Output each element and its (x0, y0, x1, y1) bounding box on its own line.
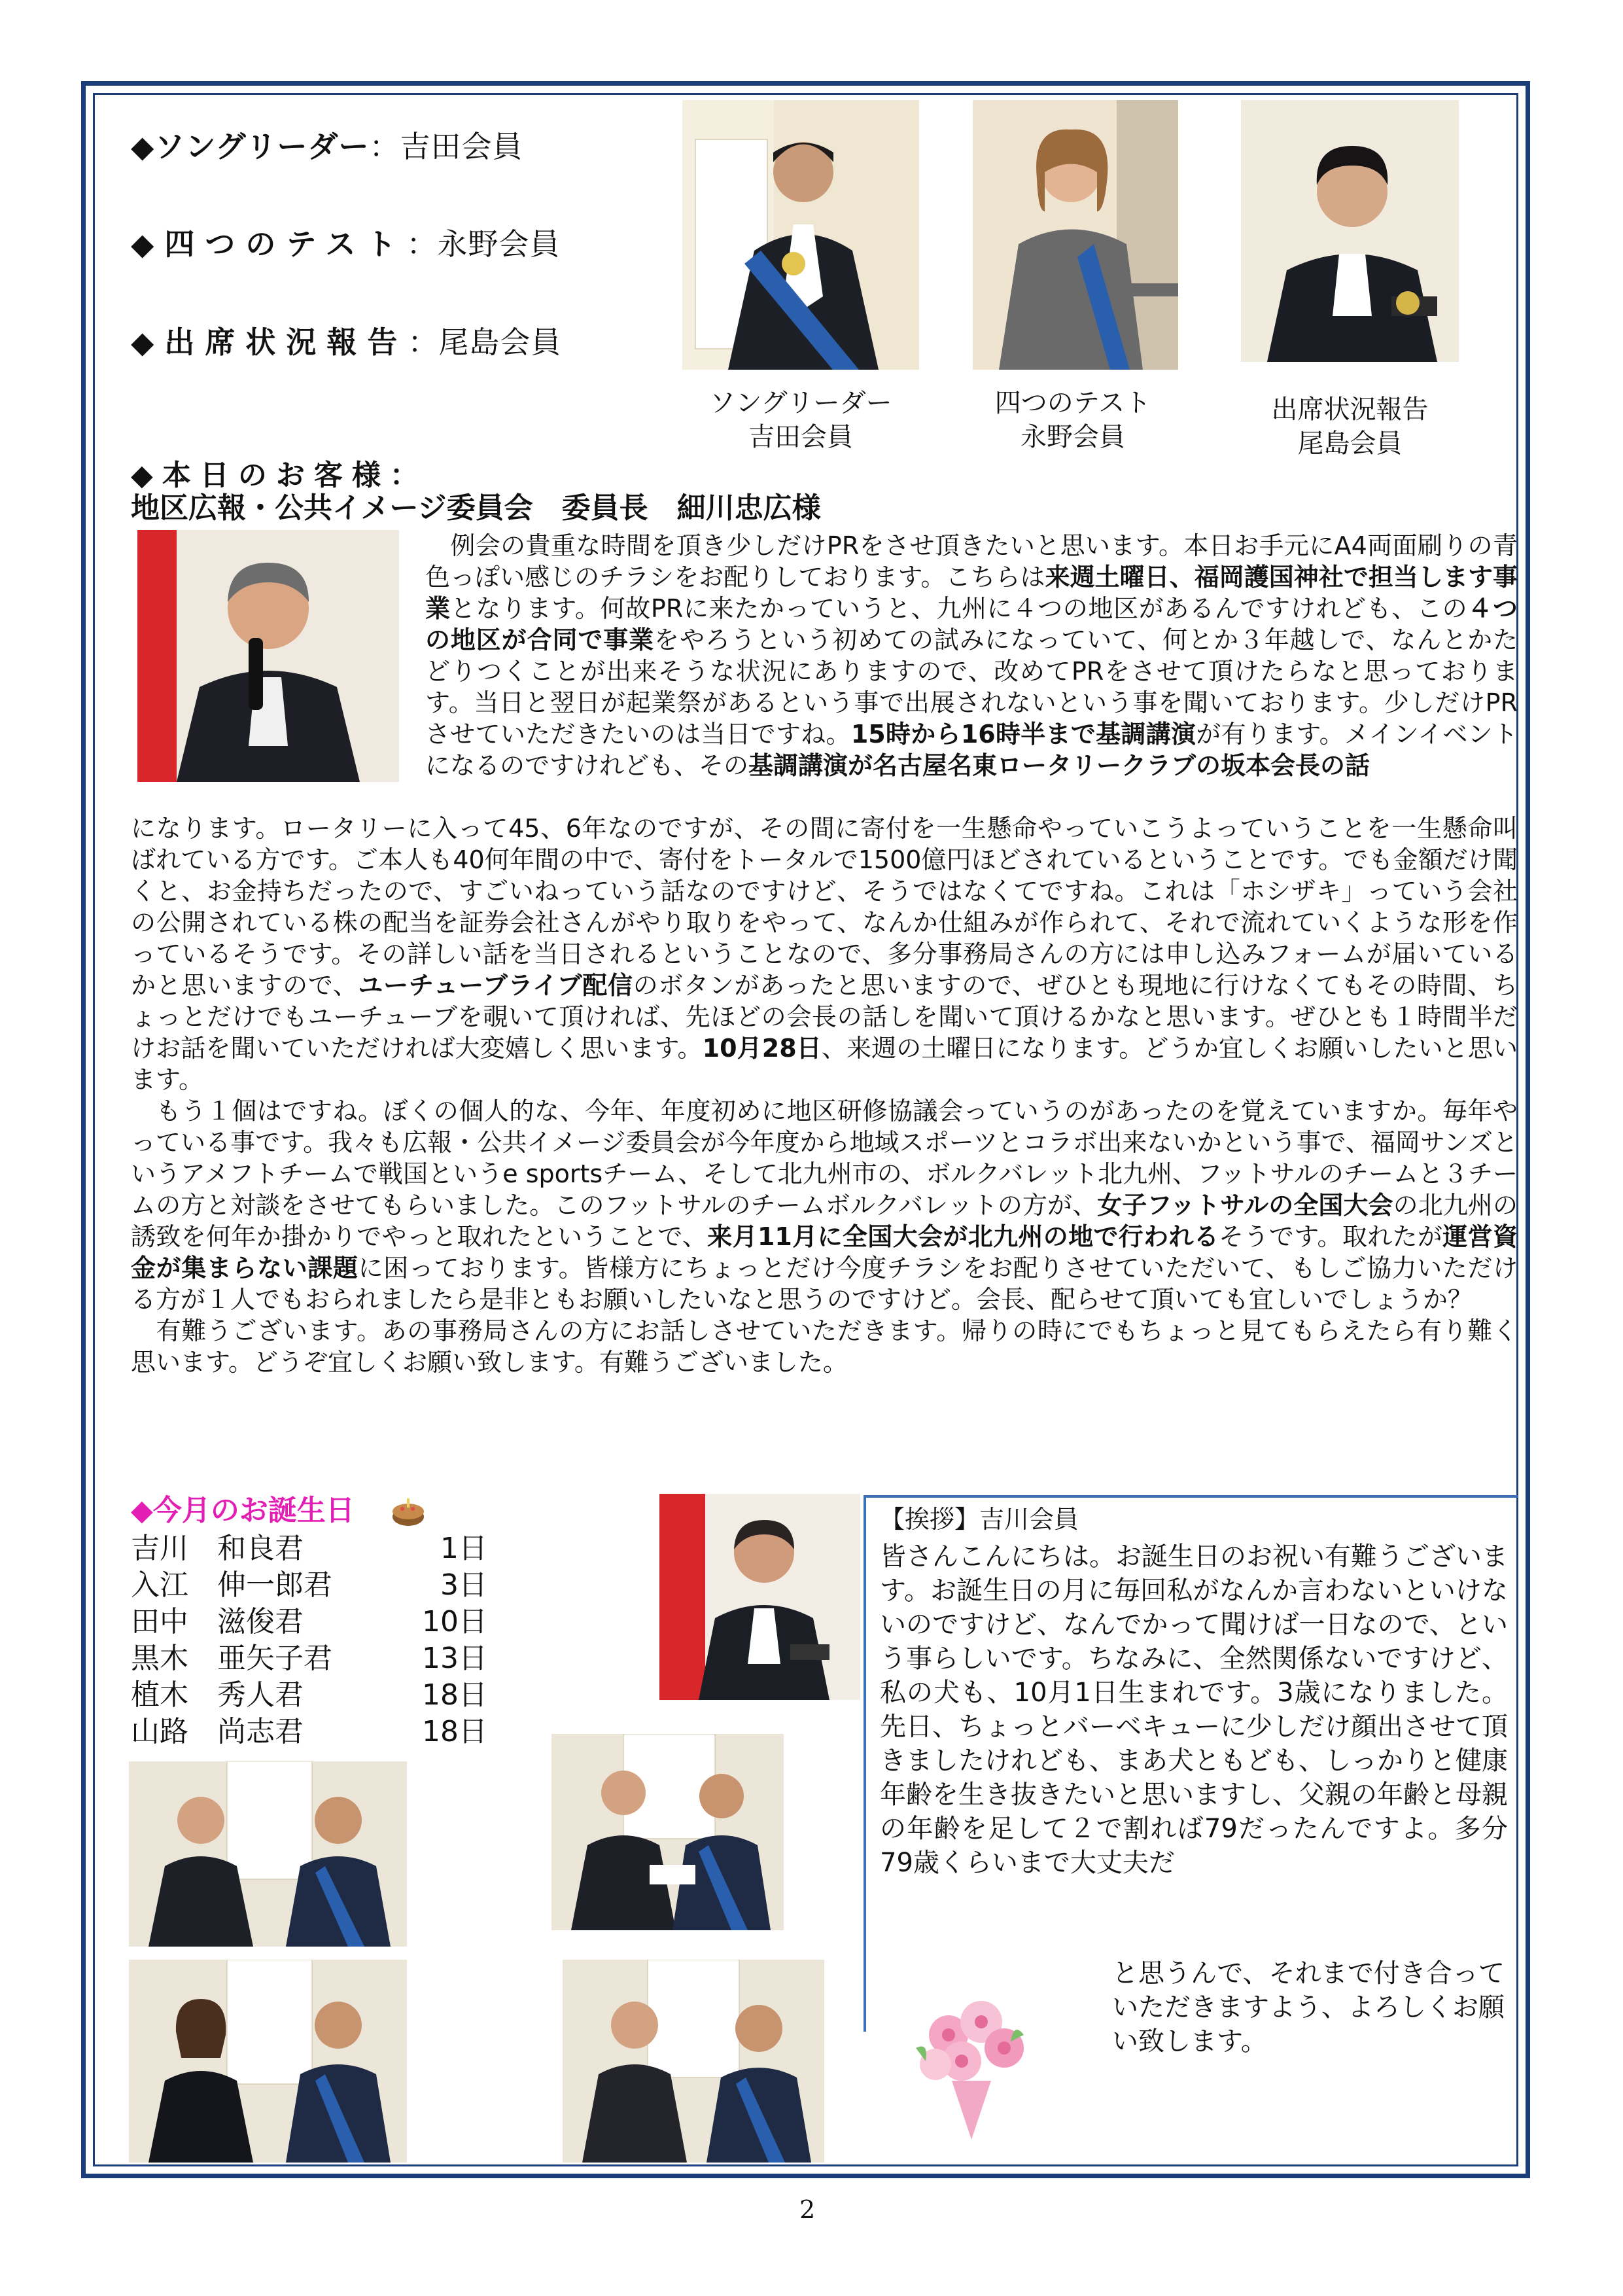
speech-bold: ４つの地区が合同で事業 (425, 594, 1518, 654)
portrait-image (682, 100, 919, 370)
birthday-row (131, 1598, 497, 1638)
portrait-image (659, 1494, 860, 1700)
speech-p1-visual (425, 530, 1518, 781)
speech-bold: 運営資金が集まらない課題 (131, 1222, 1518, 1282)
role-label: ◆ソングリーダー (131, 129, 370, 164)
role-attendance-report (131, 319, 561, 362)
photo-greeting-speaker (659, 1494, 860, 1700)
speech-segment: になります。ロータリーに入って45、6年なのですが、その間に寄付を一生懸命やっていこうよっていうことを一生懸命叫ばれている方です。ご本人も40何年間の中で、寄付をトータルで1500億円ほどされているということです。でも金額だけ聞くと、お金持ちだったので、すごいねっていう話なのですけど、そうではなくてですね。これは「ホシザキ」っていう会社の公開されている株の配当を証券会社さんがやり取りをやって、なんか仕組みが作られて、それで流れていくような形を作っているそうです。その詳しい話を当日されるということなので、多分事務局さんの方には申し込みフォームが届いているかと思いますので、 (131, 814, 1518, 1000)
caption-line: 永野会員 (1021, 422, 1125, 452)
photo-birthday-group-4 (563, 1960, 824, 2163)
role-value: ：永野会員 (406, 226, 561, 262)
speech-bold: 15時から16時半まで基調講演 (850, 720, 1196, 749)
group-photo-image (129, 1960, 407, 2163)
portrait-image (1241, 100, 1459, 362)
birthday-name: 山路 尚志君 (131, 1715, 304, 1748)
caption-line: 出席状況報告 (1271, 395, 1429, 425)
role-label: ◆四つのテスト (131, 226, 407, 262)
speech-segment: が有ります。メインイベントになるのですけれども、その (425, 720, 1518, 780)
caption-attendance-report (1241, 393, 1459, 461)
birthday-day: 3日 (440, 1568, 487, 1602)
greeting-title: 【挨拶】吉川会員 (880, 1505, 1079, 1534)
portrait-image (137, 530, 399, 782)
photo-attendance-report (1241, 100, 1459, 362)
speech-body (131, 813, 1518, 1378)
birthday-title (131, 1487, 426, 1528)
birthday-row (131, 1671, 497, 1712)
birthday-row (131, 1708, 497, 1748)
birthday-name: 黒木 亜矢子君 (131, 1642, 332, 1675)
guest-title: 地区広報・公共イメージ委員会 委員長 細川忠広様 (131, 491, 821, 525)
photo-guest-speaker (137, 530, 399, 782)
speech-segment: のボタンがあったと思いますので、ぜひとも現地に行けなくてもその時間、ちょっとだけでもユーチューブを覗いて頂ければ、先ほどの会長の話しを聞いて頂けるかなと思います。ぜひとも１時間半だけお話を聞いていただければ大変嬉しく思います。 (131, 971, 1518, 1063)
speech-paragraph-1-wrap (425, 530, 1518, 782)
caption-line: 吉田会員 (748, 422, 853, 452)
birthday-day: 18日 (422, 1678, 487, 1712)
role-label: ◆出席状況報告 (131, 325, 408, 360)
portrait-image (973, 100, 1178, 370)
birthday-day: 10日 (422, 1605, 487, 1638)
greeting-tail: と思うんで、それまで付き合っていただきますよう、よろしくお願い致します。 (1112, 1958, 1505, 2057)
speech-segment: の北九州の誘致を何年か掛かりでやっと取れたということで、 (131, 1191, 1518, 1251)
group-photo-image (129, 1761, 407, 1947)
speech-bold: 来月11月に全国大会が北九州の地で行われる (707, 1222, 1219, 1251)
birthday-name: 吉川 和良君 (131, 1532, 304, 1565)
role-value: ：吉田会員 (369, 129, 523, 164)
caption-line: 四つのテスト (994, 388, 1151, 418)
page-number: 2 (799, 2195, 816, 2224)
speech-segment: 例会の貴重な時間を頂き少しだけPRをさせ頂きたいと思います。本日お手元にA4両面刷りの青色っぽい感じのチラシをお配りしております。こちらは (425, 531, 1518, 592)
birthday-name: 田中 滋俊君 (131, 1605, 304, 1638)
speech-bold: 女子フットサルの全国大会 (1097, 1191, 1393, 1220)
photo-birthday-group-3 (129, 1960, 407, 2163)
speech-segment: 、来週の土曜日になります。どうか宜しくお願いしたいと思います。 (131, 1034, 1518, 1094)
birthday-name: 入江 伸一郎君 (131, 1568, 332, 1602)
guest-heading: ◆本日のお客様： (131, 459, 428, 492)
speech-p3: 有難うございます。あの事務局さんの方にお話しさせていただきます。帰りの時にでもちょっと見てもらえたら有り難く思います。どうぞ宜しくお願い致します。有難うございました。 (131, 1316, 1518, 1377)
birthday-day: 18日 (422, 1715, 487, 1748)
photo-birthday-group-2 (551, 1734, 784, 1930)
speech-segment: もう１個はですね。ぼくの個人的な、今年、年度初めに地区研修協議会っていうのがあったのを覚えていますか。毎年やっている事です。我々も広報・公共イメージ委員会が今年度から地域スポーツとコラボ出来ないかという事で、福岡サンズというアメフトチームで戦国というe sportsチーム、そして北九州市の、ボルクバレット北九州、フットサルのチームと３チームの方と対談をさせてもらいました。このフットサルのチームボルクバレットの方が、 (131, 1097, 1518, 1220)
speech-segment: に困っております。皆様方にちょっとだけ今度チラシをお配りさせていただいて、もしご協力いただける方が１人でもおられましたら是非ともお願いしたいなと思うのですけど。会長、配らせて頂いても宜しいでしょうか？ (131, 1254, 1518, 1314)
speech-p2 (131, 1095, 1518, 1315)
caption-line: ソングリーダー (709, 388, 892, 418)
birthday-day: 13日 (422, 1642, 487, 1675)
birthday-row (131, 1634, 497, 1675)
group-photo-image (563, 1960, 824, 2163)
birthday-title-text: ◆今月のお誕生日 (131, 1494, 355, 1527)
photo-four-way-test (973, 100, 1178, 370)
speech-bold: 来週土曜日、福岡護国神社で担当します事業 (425, 563, 1518, 623)
group-photo-image (551, 1734, 784, 1930)
role-four-way-test (131, 221, 561, 264)
birthday-row (131, 1561, 497, 1602)
cake-icon (391, 1496, 426, 1528)
flower-bouquet-image (890, 1976, 1053, 2140)
flower-icon (890, 1976, 1053, 2140)
caption-line: 尾島会員 (1297, 429, 1403, 459)
speech-bold: 基調講演が名古屋名東ロータリークラブの坂本会長の話 (748, 751, 1370, 780)
caption-four-way-test (968, 386, 1178, 454)
speech-bold: ユーチューブライブ配信 (358, 971, 633, 1000)
speech-segment: そうです。取れたが (1219, 1222, 1443, 1251)
speech-bold: 10月28日 (702, 1034, 822, 1063)
photo-birthday-group-1 (129, 1761, 407, 1947)
speech-segment: をやろうという初めての試みになっていて、何とか３年越しで、なんとかたどりつくことが出来そうな状況にありますので、改めてPRをさせて頂けたらなと思っております。当日と翌日が起業祭があるという事で出展されないという事を聞いております。少しだけPRさせていただきたいのは当日ですね。 (425, 626, 1518, 749)
caption-song-leader (682, 386, 919, 454)
birthday-row (131, 1525, 497, 1565)
photo-song-leader (682, 100, 919, 370)
birthday-day: 1日 (440, 1532, 487, 1565)
speech-p1-continuation (131, 813, 1518, 1095)
role-value: ：尾島会員 (408, 325, 562, 360)
role-song-leader (131, 123, 523, 166)
birthday-name: 植木 秀人君 (131, 1678, 304, 1712)
speech-segment: となります。何故PRに来たかっていうと、九州に４つの地区があるんですけれども、この (450, 594, 1468, 623)
greeting-text: 皆さんこんにちは。お誕生日のお祝い有難うございます。お誕生日の月に毎回私がなんか言わないといけないのですけど、なんでかって聞けば一日なので、という事らしいです。ちなみに、全然関係ないですけど、私の犬も、10月1日生まれです。3歳になりました。先日、ちょっとバーベキューに少しだけ顔出させて頂きましたけれども、まあ犬ともども、しっかりと健康年齢を生き抜きたいと思いますし、父親の年齢と母親の年齢を足して２で割れば79だったんですよ。多分79歳くらいまで大丈夫だ (880, 1542, 1508, 1878)
